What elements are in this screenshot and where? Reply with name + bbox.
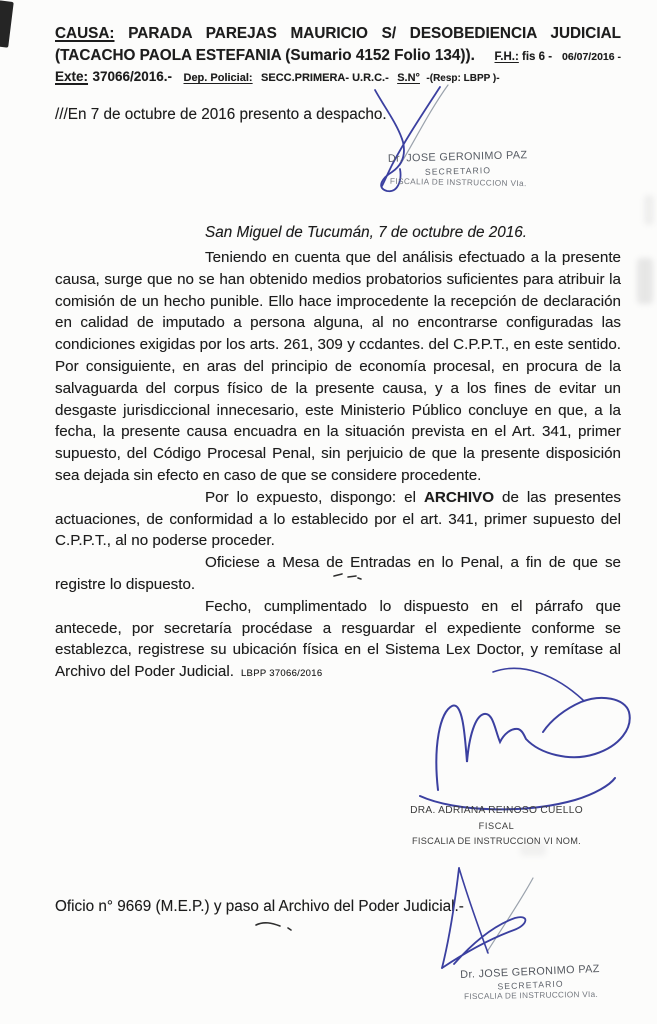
scan-artifact-corner [0, 0, 14, 47]
entry-line: ///En 7 de octubre de 2016 presento a despacho. [55, 106, 387, 123]
scan-artifact-streak [644, 195, 654, 225]
case-subtitle-line [55, 46, 621, 67]
fh-label: F.H.: [494, 51, 519, 63]
paragraph-oficio-mesa: Oficiese a Mesa de Entradas en lo Penal, a fin de que se registre lo dispuesto. [55, 554, 621, 593]
paragraph-disposition [55, 487, 621, 552]
stamp-office: FISCALIA DE INSTRUCCION VIa. [463, 990, 599, 1002]
dep-policial-label: Dep. Policial: [183, 72, 253, 84]
stamp-role: SECRETARIO [497, 978, 564, 992]
ink-mark [300, 568, 366, 584]
stamp-role: SECRETARIO [424, 164, 492, 177]
fh-value: fis 6 - [521, 51, 553, 63]
stamp-office: FISCALIA DE INSTRUCCION VI NOM. [411, 836, 582, 847]
signature-ink-fiscal [405, 650, 645, 830]
scan-artifact-streak [637, 258, 653, 304]
causa-label: CAUSA: [55, 25, 115, 42]
sn-label: S.N° [397, 72, 420, 84]
case-ref-small: LBPP 37066/2016 [240, 668, 323, 680]
causa-title: PARADA PAREJAS MAURICIO S/ DESOBEDIENCIA JUDICIAL [128, 25, 621, 42]
case-header [55, 24, 621, 88]
stamp-role: FISCAL [478, 821, 515, 832]
paragraph-considerations: Teniendo en cuenta que del análisis efectuado a la presente causa, surge que no se han obtenido medios probatorios suficientes para atribuir la comisión de un hecho punible. Ello hace improcedente la recepción de declaración en calidad de imputado a persona alguna, al no encontrarse configuradas las condiciones exigidas por los arts. 261, 309 y ccdantes. del C.P.P.T., en este sentido. Por consiguiente, en aras del principio de economía procesal, en procura de la salvaguarda del corpus físico de la presente causa, y a los fines de evitar un desgaste jurisdiccional innecesario, este Ministerio Público concluye en que, a la fecha, la presente causa encuadra en la situación prevista en el Art. 341, primer supuesto, del Código Procesal Penal, sin perjuicio de que la presente disposición sea dejada sin efecto en caso de que se considere procedente. [55, 249, 621, 484]
dep-policial-value: SECC.PRIMERA- U.R.C.- [261, 72, 389, 84]
exte-value: 37066/2016.- [92, 69, 173, 84]
fh-date: 06/07/2016 - [562, 51, 621, 63]
archivo-emphasis: ARCHIVO [423, 488, 495, 506]
fecho-text: Fecho, cumplimentado lo dispuesto en el párrafo que antecede, por secretaría procédase a resguardar el expediente conforme se establezca, registrese su ubicación física en el Sistema Lex Doctor, y remítase al Archivo del Poder Judicial. [55, 597, 621, 681]
signature-ink-secretary-top [330, 80, 470, 210]
stamp-name: Dr. JOSE GERONIMO PAZ [387, 149, 528, 165]
resp-note: -(Resp: LBPP )- [426, 73, 500, 84]
disposition-text-before: Por lo expuesto, dispongo: el [205, 488, 424, 506]
stamp-name: DRA. ADRIANA REINOSO CUELLO [410, 805, 583, 816]
case-subtitle: (TACACHO PAOLA ESTEFANIA (Sumario 4152 Folio 134)). [55, 47, 475, 64]
stamp-secretary-top [373, 150, 544, 190]
disposition-text-after: de las presentes actuaciones, de conformidad a lo establecido por el art. 341, primer supuesto del C.P.P.T., al no poderse proceder. [55, 488, 621, 550]
stamp-name: Dr. JOSE GERONIMO PAZ [459, 962, 600, 982]
case-title-line [55, 24, 621, 44]
signature-ink-secretary-bottom [430, 858, 545, 983]
closing-line: Oficio n° 9669 (M.E.P.) y paso al Archivo del Poder Judicial.- [55, 898, 464, 915]
ink-mark [252, 918, 302, 934]
document-body [55, 247, 621, 685]
exte-label: Exte: [55, 69, 89, 84]
stamp-office: FISCALIA DE INSTRUCCION VIa. [389, 177, 527, 189]
fh-group [495, 47, 622, 67]
date-line: San Miguel de Tucumán, 7 de octubre de 2016. [205, 224, 528, 241]
stamp-fiscal [404, 806, 589, 847]
stamp-secretary-bottom [447, 963, 613, 1004]
